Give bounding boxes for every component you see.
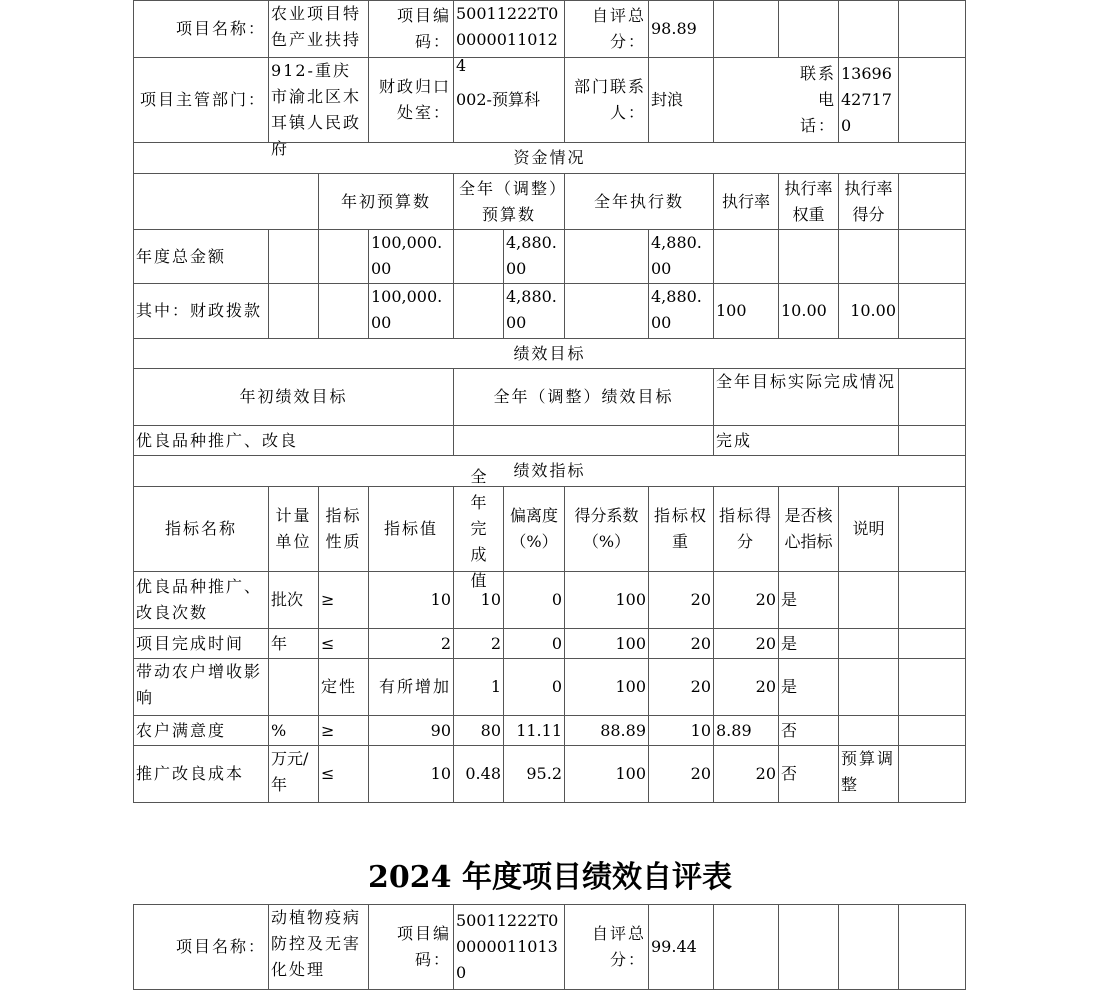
goals-header-actual: 全年目标实际完成情况 — [713, 368, 899, 426]
self-score-value: 98.89 — [648, 0, 714, 58]
ind-row-deviation: 0 — [503, 571, 565, 629]
empty-cell — [268, 229, 319, 284]
ind-row-name: 带动农户增收影响 — [133, 658, 269, 716]
ind-row-score: 20 — [713, 745, 779, 803]
ind-row-nature: ≤ — [318, 628, 369, 659]
empty-cell — [318, 283, 369, 339]
ind-row-score: 20 — [713, 571, 779, 629]
funds-row-weight — [778, 229, 839, 284]
ind-row-note — [838, 658, 899, 716]
empty-cell — [453, 229, 504, 284]
goals-header-adjusted: 全年（调整）绩效目标 — [453, 368, 714, 426]
empty-cell — [898, 486, 966, 572]
project2-code-value: 50011222T000000110130 — [453, 904, 565, 990]
ind-header-coef: 得分系数（%） — [564, 486, 649, 572]
ind-row-completed: 10 — [453, 571, 504, 629]
ind-row-core: 是 — [778, 628, 839, 659]
empty-cell — [898, 57, 966, 143]
funds-header-rate: 执行率 — [713, 173, 779, 230]
ind-row-note: 预算调整 — [838, 745, 899, 803]
project2-score-label: 自评总分： — [564, 904, 649, 990]
empty-cell — [838, 904, 899, 990]
contact-label: 部门联系人： — [564, 57, 649, 143]
ind-row-value: 10 — [368, 571, 454, 629]
funds-header-executed: 全年执行数 — [564, 173, 714, 230]
funds-row-executed: 4,880.00 — [648, 283, 714, 339]
ind-header-weight: 指标权重 — [648, 486, 714, 572]
empty-cell — [778, 904, 839, 990]
ind-row-deviation: 0 — [503, 658, 565, 716]
project-name-value: 农业项目特色产业扶持 — [268, 0, 369, 58]
project-name-label: 项目名称： — [133, 0, 269, 58]
ind-row-note — [838, 628, 899, 659]
funds-row-rate — [713, 229, 779, 284]
ind-row-score: 20 — [713, 628, 779, 659]
ind-row-weight: 20 — [648, 571, 714, 629]
ind-row-value: 10 — [368, 745, 454, 803]
ind-row-unit: 年 — [268, 628, 319, 659]
empty-cell — [713, 904, 779, 990]
empty-cell — [318, 229, 369, 284]
empty-cell — [133, 173, 319, 230]
ind-row-deviation: 0 — [503, 628, 565, 659]
ind-header-value: 指标值 — [368, 486, 454, 572]
goals-start-text: 优良品种推广、改良 — [133, 425, 454, 456]
goals-section-title: 绩效目标 — [133, 338, 966, 369]
ind-row-unit: 万元/年 — [268, 745, 319, 803]
ind-row-note — [838, 571, 899, 629]
ind-row-completed: 80 — [453, 715, 504, 746]
phone-value: 13696427170 — [838, 57, 899, 143]
ind-row-name: 农户满意度 — [133, 715, 269, 746]
ind-header-nature: 指标性质 — [318, 486, 369, 572]
ind-row-nature: ≤ — [318, 745, 369, 803]
project2-name-value: 动植物疫病防控及无害化处理 — [268, 904, 369, 990]
ind-row-note — [838, 715, 899, 746]
ind-row-coef: 100 — [564, 658, 649, 716]
ind-row-name: 项目完成时间 — [133, 628, 269, 659]
ind-row-weight: 20 — [648, 628, 714, 659]
ind-row-core: 是 — [778, 658, 839, 716]
ind-row-coef: 88.89 — [564, 715, 649, 746]
ind-row-deviation: 95.2 — [503, 745, 565, 803]
empty-cell — [898, 368, 966, 426]
phone-label: 联系电话： — [713, 57, 839, 143]
ind-row-completed: 2 — [453, 628, 504, 659]
ind-row-unit — [268, 658, 319, 716]
ind-row-name: 推广改良成本 — [133, 745, 269, 803]
funds-header-rate-score: 执行率得分 — [838, 173, 899, 230]
empty-cell — [898, 283, 966, 339]
ind-row-name: 优良品种推广、改良次数 — [133, 571, 269, 629]
ind-row-weight: 10 — [648, 715, 714, 746]
ind-row-score: 20 — [713, 658, 779, 716]
funds-header-rate-weight: 执行率权重 — [778, 173, 839, 230]
funds-row-rate: 100 — [713, 283, 779, 339]
funds-section-title: 资金情况 — [133, 142, 966, 174]
ind-header-note: 说明 — [838, 486, 899, 572]
ind-row-coef: 100 — [564, 628, 649, 659]
project2-code-label: 项目编码： — [368, 904, 454, 990]
funds-row-executed: 4,880.00 — [648, 229, 714, 284]
funds-row-budget-start: 100,000.00 — [368, 283, 454, 339]
ind-row-score: 8.89 — [713, 715, 779, 746]
goals-adjusted-text — [453, 425, 714, 456]
empty-cell — [564, 229, 649, 284]
ind-row-nature: 定性 — [318, 658, 369, 716]
second-table-title: 2024 年度项目绩效自评表 — [368, 860, 732, 895]
indicators-section-title: 绩效指标 — [133, 455, 966, 487]
funds-row-score: 10.00 — [838, 283, 899, 339]
ind-header-name: 指标名称 — [133, 486, 269, 572]
empty-cell — [898, 425, 966, 456]
empty-cell — [838, 0, 899, 58]
empty-cell — [898, 173, 966, 230]
dept-value: 912-重庆市渝北区木耳镇人民政府 — [268, 57, 369, 143]
empty-cell — [453, 283, 504, 339]
empty-cell — [898, 904, 966, 990]
goals-actual-text: 完成 — [713, 425, 899, 456]
finance-office-label: 财政归口处室： — [368, 57, 454, 143]
ind-row-weight: 20 — [648, 658, 714, 716]
ind-row-unit: % — [268, 715, 319, 746]
funds-row-score — [838, 229, 899, 284]
ind-row-value: 有所增加 — [368, 658, 454, 716]
funds-header-budget-adjusted: 全年（调整）预算数 — [453, 173, 565, 230]
self-score-label: 自评总分： — [564, 0, 649, 58]
funds-row-budget-adjusted: 4,880.00 — [503, 229, 565, 284]
ind-row-value: 2 — [368, 628, 454, 659]
ind-header-unit: 计量单位 — [268, 486, 319, 572]
funds-row-label: 年度总金额 — [133, 229, 269, 284]
empty-cell — [898, 571, 966, 629]
ind-header-score: 指标得分 — [713, 486, 779, 572]
project2-name-label: 项目名称： — [133, 904, 269, 990]
empty-cell — [898, 715, 966, 746]
ind-row-completed: 1 — [453, 658, 504, 716]
ind-row-core: 否 — [778, 715, 839, 746]
funds-row-budget-start: 100,000.00 — [368, 229, 454, 284]
ind-row-core: 否 — [778, 745, 839, 803]
ind-row-value: 90 — [368, 715, 454, 746]
empty-cell — [898, 229, 966, 284]
funds-header-budget-start: 年初预算数 — [318, 173, 454, 230]
ind-row-core: 是 — [778, 571, 839, 629]
goals-header-start: 年初绩效目标 — [133, 368, 454, 426]
ind-row-deviation: 11.11 — [503, 715, 565, 746]
empty-cell — [898, 745, 966, 803]
ind-header-core: 是否核心指标 — [778, 486, 839, 572]
ind-header-completed: 全年完成值 — [453, 486, 504, 572]
project2-score-value: 99.44 — [648, 904, 714, 990]
ind-row-completed: 0.48 — [453, 745, 504, 803]
empty-cell — [268, 283, 319, 339]
contact-value: 封浪 — [648, 57, 714, 143]
ind-row-coef: 100 — [564, 571, 649, 629]
project-code-value: 50011222T000000110124 — [453, 0, 565, 58]
dept-label: 项目主管部门： — [133, 57, 269, 143]
ind-row-weight: 20 — [648, 745, 714, 803]
ind-row-unit: 批次 — [268, 571, 319, 629]
ind-header-deviation: 偏离度（%） — [503, 486, 565, 572]
ind-row-nature: ≥ — [318, 571, 369, 629]
empty-cell — [898, 658, 966, 716]
project-code-label: 项目编码： — [368, 0, 454, 58]
ind-row-coef: 100 — [564, 745, 649, 803]
empty-cell — [898, 0, 966, 58]
funds-row-budget-adjusted: 4,880.00 — [503, 283, 565, 339]
empty-cell — [713, 0, 779, 58]
finance-office-value: 002-预算科 — [453, 57, 565, 143]
funds-row-weight: 10.00 — [778, 283, 839, 339]
empty-cell — [564, 283, 649, 339]
empty-cell — [898, 628, 966, 659]
ind-row-nature: ≥ — [318, 715, 369, 746]
funds-row-label: 其中：财政拨款 — [133, 283, 269, 339]
empty-cell — [778, 0, 839, 58]
